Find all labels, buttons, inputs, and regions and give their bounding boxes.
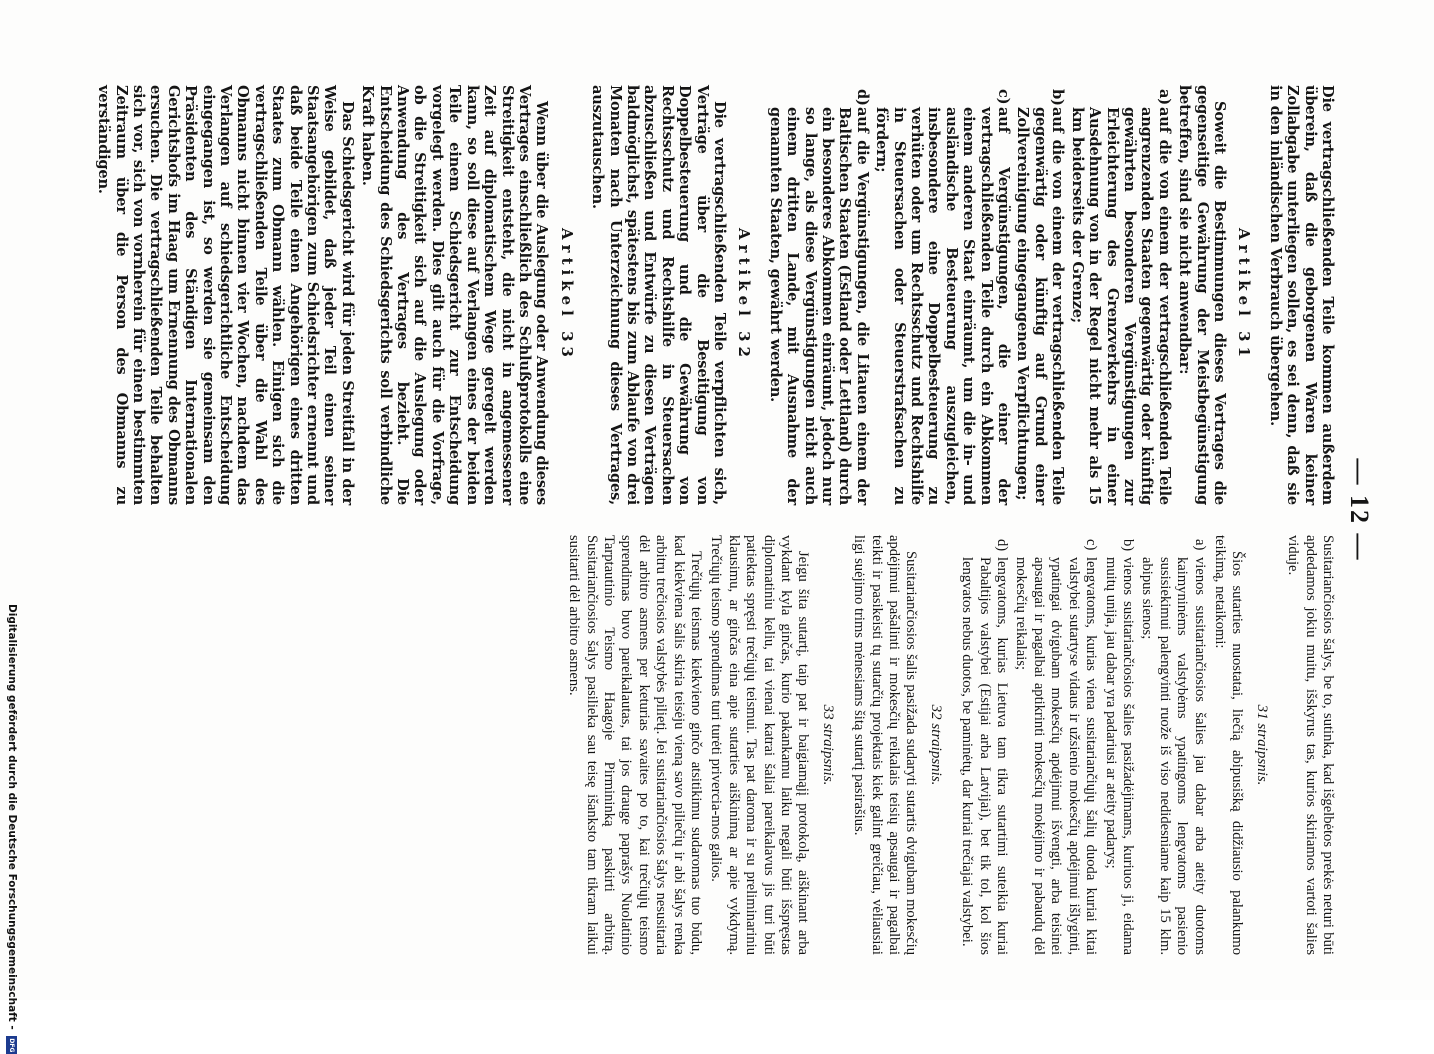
item-label: a) — [1155, 89, 1173, 105]
german-article-32-text: Die vertragschließenden Teile verpflichten sich, Verträge über die Beseitigung von Doppelbesteuerung und die Gewährung von Rechtsschutz und Rechtshilfe in Steuersachen abzuschließen und Entwürfe zu diesen Verträgen baldmöglichst, spätestens bis zum Ablaufe von drei Monaten nach Unterzeichnung dieses Vertrages, auszutauschen. — [589, 85, 728, 505]
lithuanian-article-31-item — [1012, 535, 1099, 955]
lithuanian-intro: Susitariančiosios šalys, be to, sutinka, kad išgelbėtos prekės neturi būti apdedamos jokiu muitu, išskyrus tas, kurios skiriamos vartoti šalies viduje. — [1285, 535, 1336, 955]
item-label: a) — [1191, 539, 1208, 551]
item-text: auf die von einem der vertragschließenden Teile gegenwärtig oder künftig auf Grund einer Zollvereinigung eingegangenen Verpflichtungen; — [1014, 107, 1067, 505]
item-text: auf die Vergünstigungen, die Litauen einem der Baltischen Staaten (Estland oder Lettland) durch ein besonderes Abkommen einräumt, jedoch nur so lange, als diese Vergünstigungen nicht auch einem dritten Lande, mit Ausnahme der genannten Staaten, gewährt werden. — [766, 107, 871, 505]
lithuanian-article-31-heading: 31 straipsnis. — [1253, 704, 1270, 786]
german-article-31-item — [1068, 85, 1172, 505]
german-article-33-paragraph-1: Wenn über die Auslegung oder Anwendung dieses Vertrages einschließlich des Schlußprotokolls eine Streitigkeit entsteht, die nicht in angemessener Zeit auf diplomatischem Wege geregelt werden kann, so soll diese auf Verlangen eines der beiden Teile einem Schiedsgericht zur Entscheidung vorgelegt werden. Dies gilt auch für die Vorfrage, ob die Streitigkeit sich auf die Auslegung oder Anwendung des Vertrages bezieht. Die Entscheidung des Schiedsgerichts soll verbindliche Kraft haben. — [359, 85, 551, 505]
german-article-32-heading: Artikel 32 — [735, 228, 754, 362]
item-text: auf Vergünstigungen, die einer der vertragschließenden Teile durch ein Abkommen einem anderen Staat einräumt, um die in- und ausländische Besteuerung auszugleichen, insbesondere eine Doppelbesteuerung zu verhüten oder um Rechtsschutz und Rechtshilfe in Steuersachen oder Steuerstrafsachen zu fördern; — [873, 107, 1013, 505]
lithuanian-article-31-item — [1138, 535, 1208, 955]
item-text: auf die von einem der vertragschließenden Teile angrenzenden Staaten gegenwärtig oder künftig gewährten besonderen Vergünstigungen zur Erleichterung des Grenzverkehrs in einer Ausdehnung von in der Regel nicht mehr als 15 km beiderseits der Grenze; — [1068, 107, 1173, 505]
lithuanian-article-33-paragraph-2: Trečiųjų teismas kiekvieno ginčo atsitikimu sudaromas tuo būdu, kad kiekviena šalis skiria teisėju vieną savo piliečių ir abi šalys renka arbitru trečiosios valstybės pilietį. Jei susitariančiosios šalys nesusitaria dėl arbitro asmens per keturias savaites po to, kai trečiųjų teismo sprendimas buvo pareikalautas, tai jos drauge paprašys Nuolatinio Tarptautinio Teismo Haagoje Pirmininką paskirti arbitrą. Susitariančiosios šalys pasilieka sau teisę išanksto tam tikram laikui susitarti dėl arbitro asmens. — [566, 535, 704, 955]
lithuanian-article-31-item — [958, 535, 1010, 955]
footer-text-line — [4, 604, 20, 1053]
item-text: vienos susitariančiosios šalies pasižadėjimams, kuriuos ji, eidama muitų unija, jau dabar yra padariusi ar ateity padarys; — [1102, 557, 1136, 955]
lithuanian-article-31-item — [1101, 535, 1136, 955]
item-label: d) — [853, 89, 871, 106]
german-article-31-item — [1014, 85, 1066, 505]
lithuanian-column — [562, 535, 1336, 955]
german-article-33-paragraph-2: Das Schiedsgericht wird für jeden Streitfall in der Weise gebildet, daß jeder Teil einen seiner Staatsangehörigen zum Schiedsrichter ernennt und daß beide Teile einen Angehörigen eines dritten Staates zum Obmann wählen. Einigen sich die vertragschließenden Teile über die Wahl des Obmanns nicht binnen vier Wochen, nachdem das Verlangen auf schiedsgerichtliche Entscheidung eingegangen ist, so werden sie gemeinsam den Präsidenten des Ständigen Internationalen Gerichtshofs im Haag um Ernennung des Obmanns ersuchen. Die vertragschließenden Teile behalten sich vor, sich von vornherein für einen bestimmten Zeitraum über die Person des Obmanns zu verständigen. — [95, 85, 356, 505]
lithuanian-article-32-text: Susitariančiosios šalis pasižada sudaryti sutartis dvigubam mokesčių apdėjimui pašalinti ir mokesčių reikalais teisių apsaugai ir pagalbai teikti ir pasikeisti tų sutarčių projektais kiek galint greičiau, vėliausiai ligi suėjimo trims mėnesiams šitą sutartį pasirašius. — [851, 535, 920, 955]
german-article-31-intro: Soweit die Bestimmungen dieses Vertrages die gegenseitige Gewährung der Meistbegünstigung betreffen, sind sie nicht anwendbar: — [1176, 85, 1228, 505]
footer-credit: Digitalisierung gefördert durch die Deutsche Forschungsgemeinschaft - — [6, 604, 18, 1030]
lithuanian-article-31-intro: Šios sutarties nuostatai, liečią abipusišką didžiausio palankumo teikimą, netaikomi: — [1211, 535, 1246, 955]
dfg-logo-icon: DFG — [8, 1038, 16, 1053]
page-number: — 12 — — [1345, 458, 1374, 562]
lithuanian-article-33-heading: 33 straipsnis. — [819, 704, 836, 786]
german-article-31-item — [766, 85, 870, 505]
digitization-footer — [4, 604, 20, 1053]
german-intro: Die vertragschließenden Teile kommen außerdem überein, daß die geborgenen Waren keiner Zollabgabe unterliegen sollen, es sei denn, daß sie in den inländischen Verbrauch übergehen. — [1266, 85, 1336, 505]
item-text: vienos susitariančiosios šalies jau dabar arba ateity duotoms kaimyninėms valstybėms ypatingoms lengvatoms pasienio susisiekimui palengvinti ruože iš viso nedidesniame kaip 15 klm. abipus sienos; — [1139, 557, 1208, 955]
item-label: d) — [994, 539, 1011, 552]
item-text: lengvatoms, kurias Lietuva tam tikra sutartimi suteikia kuriai Pabaltijos valstybei (Estijai arba Latvijai), bet tik tol, kol šios lengvatos nebus duotos, be paminėtų, dar kuriai trečiajai valstybei. — [959, 557, 1011, 955]
german-article-31-item — [873, 85, 1012, 505]
item-text: lengvatoms, kurias viena susitariančiųjų šalių duoda kuriai kitai valstybei sutartyse vidaus ir užsienio mokesčių apdėjimui išlyginti, ypatingai dvigubam mokesčių apdėjimui išvengti, arba teisinei apsaugai ir pagalbai aptikrinti mokesčių mokėjimo ir pabaudų dėl mokesčių reikalais; — [1013, 557, 1100, 955]
german-article-31-heading: Artikel 31 — [1235, 228, 1254, 362]
item-label: c) — [995, 89, 1013, 105]
item-label: c) — [1083, 539, 1100, 551]
lithuanian-article-32-heading: 32 straipsnis. — [927, 704, 944, 786]
item-label: b) — [1119, 539, 1136, 552]
german-column — [92, 85, 1336, 505]
german-article-33-heading: Artikel 33 — [557, 228, 576, 362]
item-label: b) — [1049, 89, 1067, 106]
lithuanian-article-33-paragraph-1: Jeigu šita sutartį, taip pat ir baigiamąjį protokolą, aiškinant arba vykdant kyla ginčas, kurio pakankamu laiku negali būti išspręstas diplomatiniu keliu, tai vienai katrai šaliai pareikalavus jis turi būti patiektas spręsti trečiųjų teismui. Tas pat daroma ir su preliminariniu klausimu, ar ginčas eina apie sutarties aiškinimą ar apie vykdymą. Trečiųjų teismo sprendimas turi turėti privercia-mos galios. — [708, 535, 812, 955]
